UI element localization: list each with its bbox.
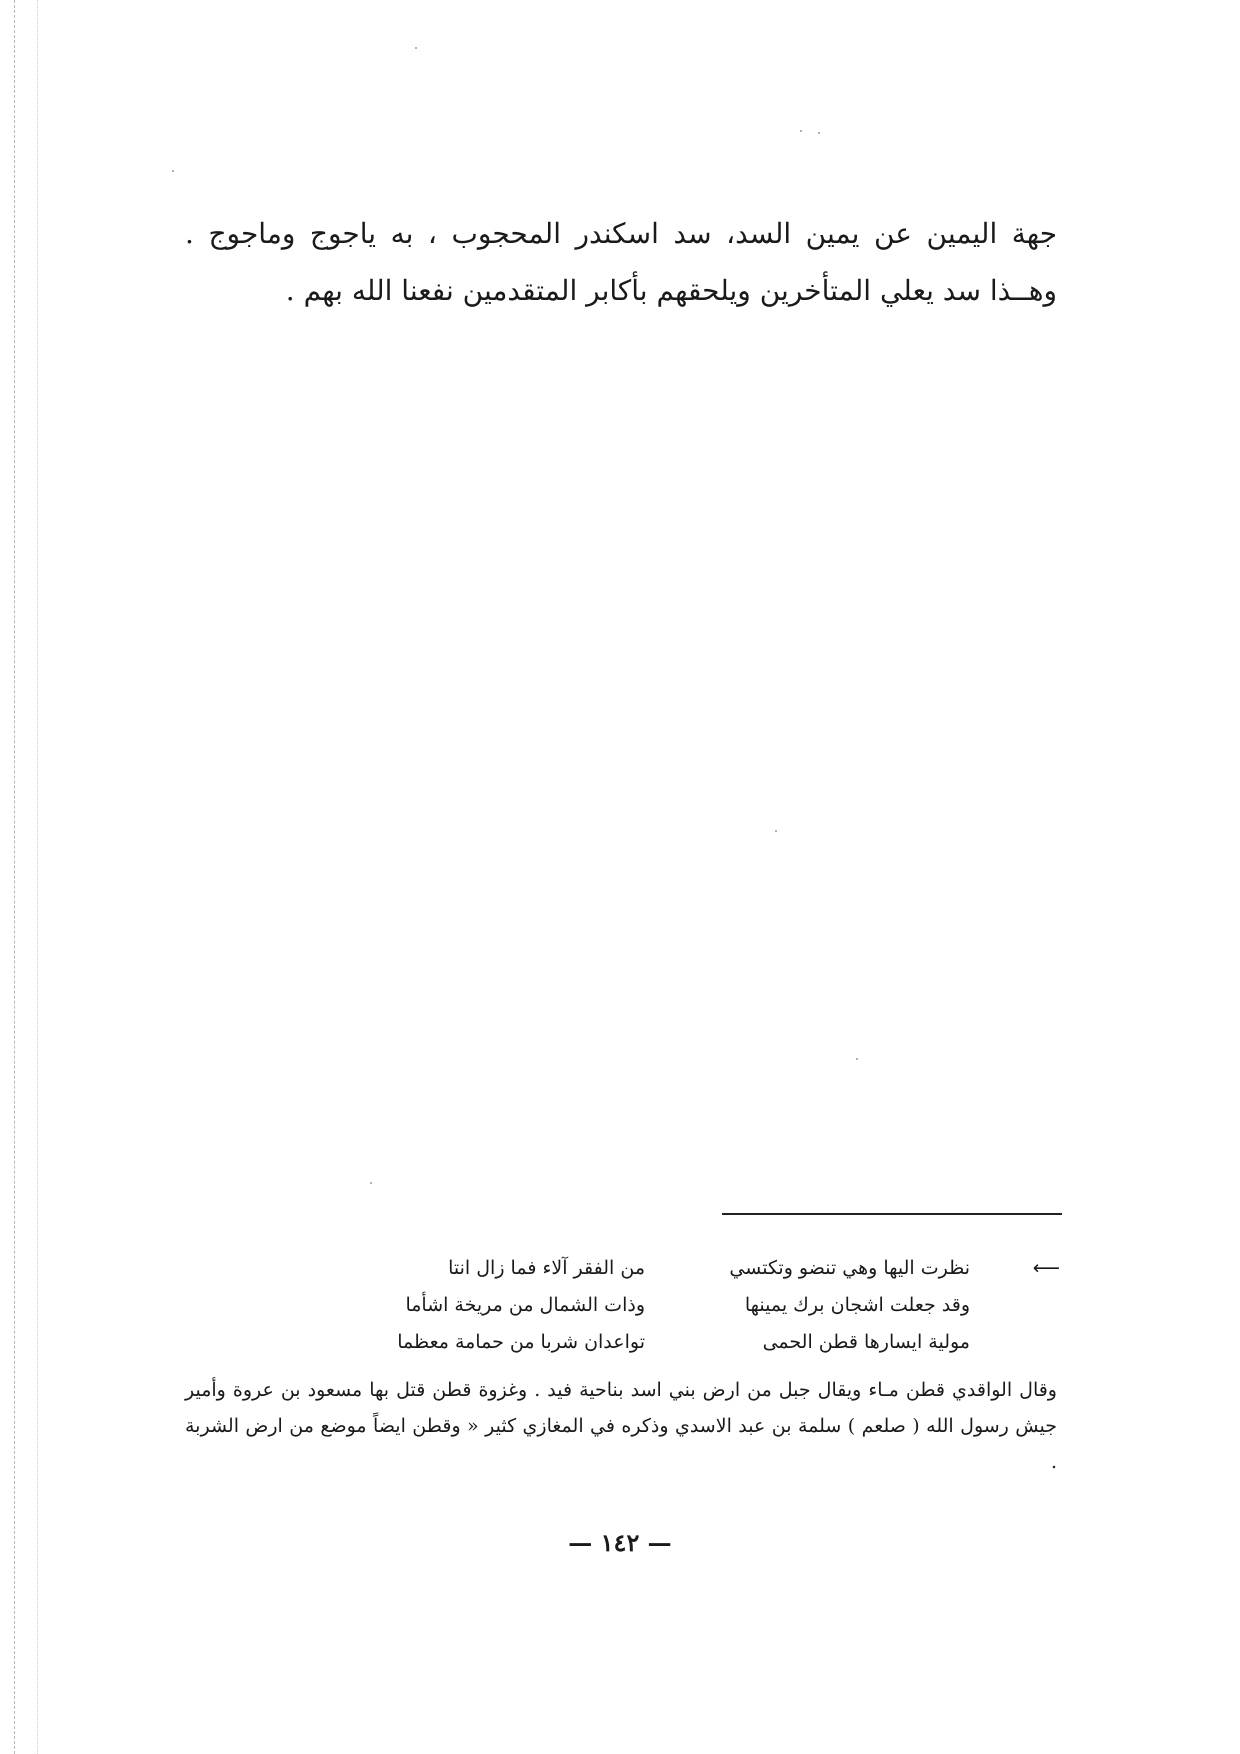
verse-first-hemistich: وقد جعلت اشجان برك يمينها bbox=[744, 1294, 970, 1316]
main-body-text bbox=[185, 205, 1057, 319]
verse-line bbox=[290, 1324, 1060, 1361]
arrow-icon: ⟵ bbox=[1032, 1257, 1060, 1279]
footnote-verses bbox=[290, 1250, 1060, 1361]
scan-speck bbox=[818, 132, 820, 134]
scan-speck bbox=[415, 47, 417, 49]
page-number: — ١٤٢ — bbox=[568, 1528, 672, 1557]
scan-speck bbox=[856, 1058, 858, 1060]
scan-speck bbox=[172, 170, 174, 172]
main-paragraph: جهة اليمين عن يمين السد، سد اسكندر المحجوب ، به ياجوج وماجوج . وهــذا سد يعلي المتأخرين ويلحقهم بأكابر المتقدمين نفعنا الله بهم . bbox=[185, 217, 1057, 307]
verse-second-hemistich: وذات الشمال من مريخة اشأما bbox=[405, 1294, 645, 1316]
verse-second-hemistich: من الفقر آلاء فما زال انتا bbox=[448, 1257, 645, 1279]
binding-edge bbox=[14, 0, 15, 1754]
footnote-paragraph: وقال الواقدي قطن مـاء ويقال جبل من ارض بني اسد بناحية فيد . وغزوة قطن قتل بها مسعود بن عروة وأمير جيش رسول الله ( صلعم ) سلمة بن عبد الاسدي وذكره في المغازي كثير « وقطن ايضاً موضع من ارض الشربة . bbox=[185, 1379, 1057, 1473]
verse-line bbox=[290, 1287, 1060, 1324]
verse-line bbox=[290, 1250, 1060, 1287]
verse-first-hemistich: مولية ايسارها قطن الحمى bbox=[762, 1331, 970, 1353]
scan-speck bbox=[800, 130, 802, 132]
footnote-separator bbox=[722, 1213, 1062, 1215]
verse-first-hemistich: نظرت اليها وهي تنضو وتكتسي bbox=[729, 1257, 970, 1279]
verse-second-hemistich: تواعدان شربا من حمامة معظما bbox=[397, 1331, 645, 1353]
scan-speck bbox=[370, 1182, 372, 1184]
footnote-prose bbox=[185, 1372, 1057, 1480]
scan-speck bbox=[775, 830, 777, 832]
binding-edge-shadow bbox=[37, 0, 38, 1754]
